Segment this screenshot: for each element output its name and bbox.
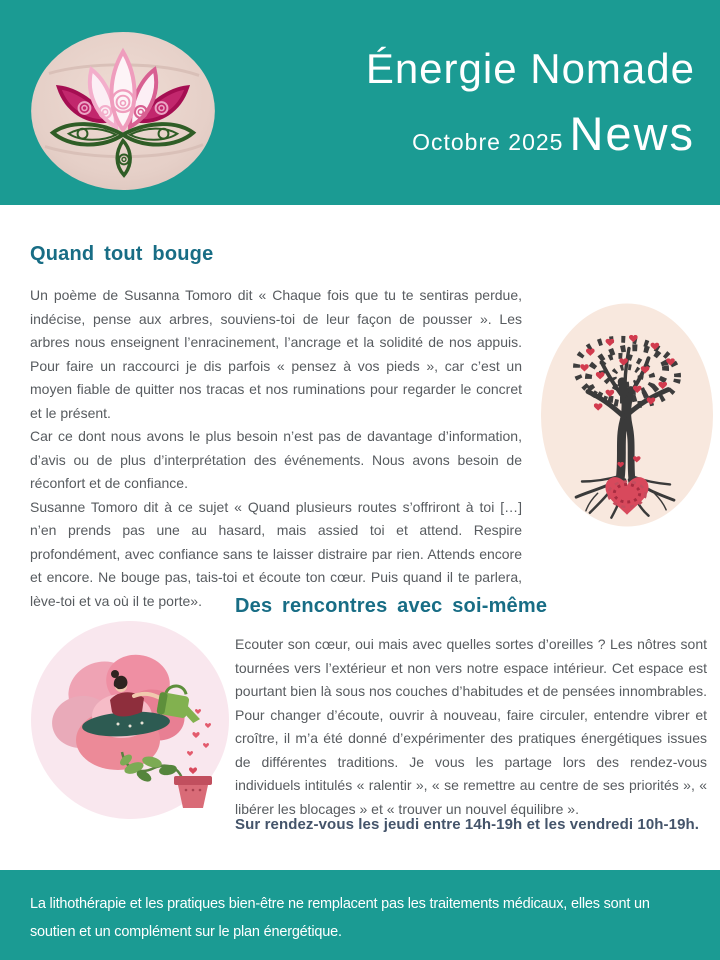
disclaimer-text: La lithothérapie et les pratiques bien-être ne remplacent pas les traitements médicaux, elles sont un soutien et un complément sur le plan énergétique. — [30, 896, 650, 940]
header-band — [0, 0, 720, 205]
section1-body — [30, 284, 522, 613]
section2-heading: Des rencontres avec soi-même — [235, 595, 548, 617]
section1-paragraph-1: Un poème de Susanna Tomoro dit « Chaque fois que tu te sentiras perdue, indécise, pense aux arbres, souviens-toi de leur façon de pousser ». Les arbres nous enseignent l’enracinement, l’ancrage et la solidité de nos appuis. Pour faire un raccourci je dis parfois « pensez à vos pieds », car c’est un moyen fiable de quitter nos tracas et nos ruminations pour regarder le concret et le présent. — [30, 287, 522, 421]
tree-of-life-image — [539, 301, 715, 529]
section1-paragraph-3: Susanne Tomoro dit à ce sujet « Quand plusieurs routes s’offriront à toi […] n’en prends pas une au hasard, mais assied toi et attend. Respire profondément, avec confiance sans te laisser distraire par rien. Attends encore et encore. Ne bouge pas, tais-toi et écoute ton cœur. Puis quand il te parlera, lève-toi et va où il te porte». — [30, 498, 522, 609]
lotus-logo-image — [29, 30, 217, 192]
appointment-schedule: Sur rendez-vous les jeudi entre 14h-19h et les vendredi 10h-19h. — [235, 816, 700, 833]
newsletter-label: News — [569, 107, 695, 161]
section2-body — [235, 633, 707, 821]
flower-watering-image — [30, 616, 230, 824]
section1-paragraph-2: Car ce dont nous avons le plus besoin n’est pas de davantage d’information, d’avis ou de plus d’interprétation des événements. Nous avons besoin de réconfort et de confiance. — [30, 428, 522, 491]
footer-band — [0, 870, 720, 960]
section1-heading: Quand tout bouge — [30, 243, 214, 265]
header-titles — [255, 0, 695, 205]
section2-paragraph: Ecouter son cœur, oui mais avec quelles sortes d’oreilles ? Les nôtres sont tournées vers l’extérieur et non vers notre espace intérieur. Cet espace est pourtant bien là sous nos couches d’habitudes et de pensées innombrables. Pour changer d’écoute, ouvrir à nouveau, faire circuler, entendre vibrer et croître, il m’a été donné d’expérimenter des pratiques énergétiques issues de différentes traditions. Je vous les partage lors des rendez-vous individuels intitulés « ralentir », « se remettre au centre de ses priorités », « libérer les blocages » et « trouver un nouvel équilibre ». — [235, 636, 707, 817]
issue-date: Octobre 2025 — [412, 129, 564, 156]
page-title: Énergie Nomade — [365, 45, 695, 92]
